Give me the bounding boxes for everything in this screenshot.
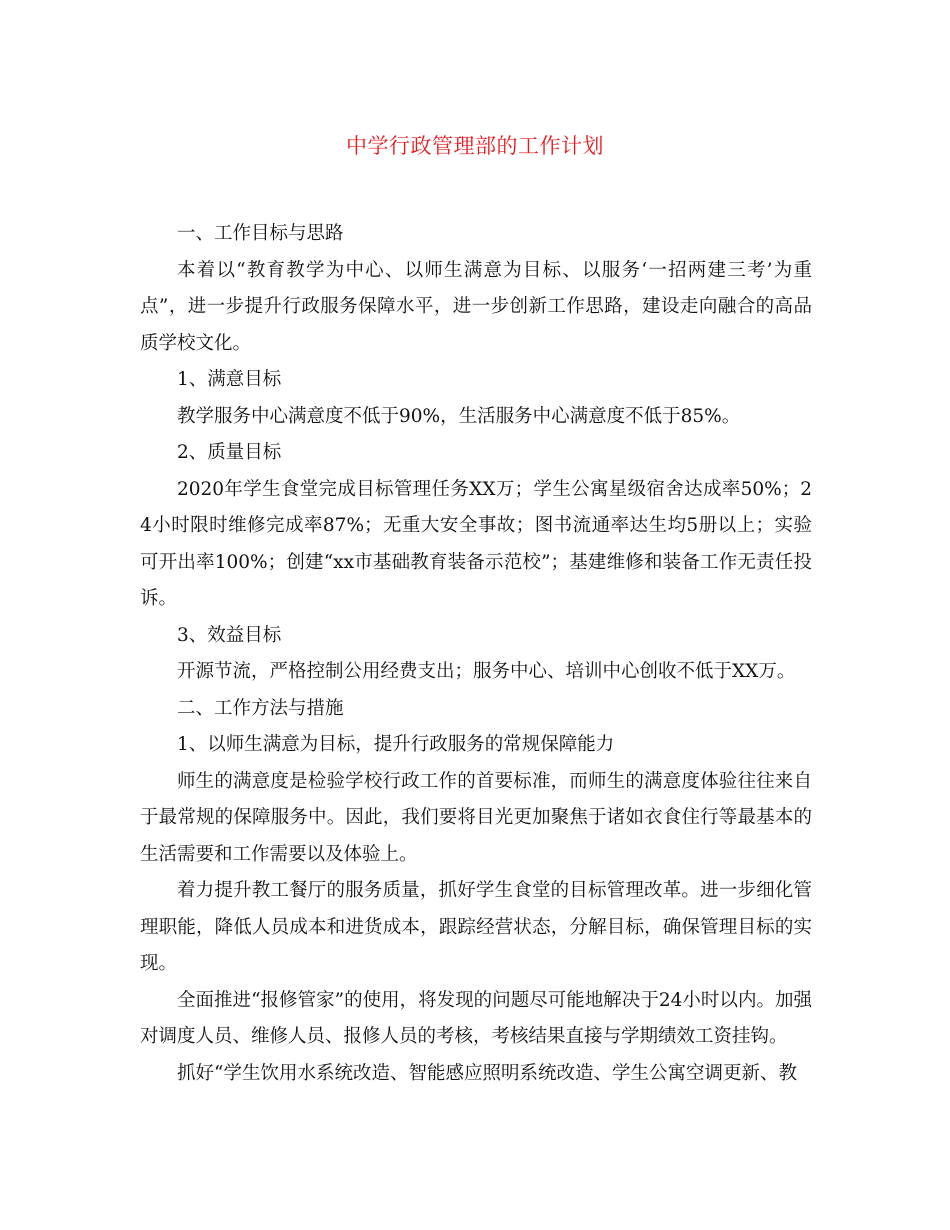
paragraph: 本着以“教育教学为中心、以师生满意为目标、以服务‘一招两建三考’为重点”，进一步提升行政服务保障水平，进一步创新工作思路，建设走向融合的高品质学校文化。: [140, 259, 812, 354]
document-title: 中学行政管理部的工作计划: [346, 134, 604, 158]
paragraph: 着力提升教工餐厅的服务质量，抓好学生食堂的目标管理改革。进一步细化管理职能，降低人员成本和进货成本，跟踪经营状态，分解目标，确保管理目标的实现。: [140, 880, 812, 974]
subheading: 1、以师生满意为目标，提升行政服务的常规保障能力: [177, 734, 615, 755]
section-heading: 一、工作目标与思路: [177, 223, 344, 244]
subheading: 1、满意目标: [177, 369, 282, 390]
paragraph: 2020年学生食堂完成目标管理任务XX万；学生公寓星级宿舍达成率50%；24小时限时维修完成率87%；无重大安全事故；图书流通率达生均5册以上；实验可开出率100%；创建“xx市基础教育装备示范校”；基建维修和装备工作无责任投诉。: [140, 478, 812, 609]
subheading: 2、质量目标: [177, 442, 282, 463]
paragraph: 教学服务中心满意度不低于90%，生活服务中心满意度不低于85%。: [177, 405, 741, 427]
paragraph: 师生的满意度是检验学校行政工作的首要标准，而师生的满意度体验往往来自于最常规的保障服务中。因此，我们要将目光更加聚焦于诸如衣食住行等最基本的生活需要和工作需要以及体验上。: [140, 770, 812, 865]
subheading: 3、效益目标: [177, 624, 282, 646]
document-body: [140, 216, 812, 1092]
paragraph: 全面推进“报修管家”的使用，将发现的问题尽可能地解决于24小时以内。加强对调度人员、维修人员、报修人员的考核，考核结果直接与学期绩效工资挂钩。: [140, 989, 812, 1047]
paragraph: 抓好“学生饮用水系统改造、智能感应照明系统改造、学生公寓空调更新、教: [177, 1062, 797, 1084]
section-heading: 二、工作方法与措施: [177, 697, 344, 719]
paragraph: 开源节流，严格控制公用经费支出；服务中心、培训中心创收不低于XX万。: [177, 661, 796, 682]
